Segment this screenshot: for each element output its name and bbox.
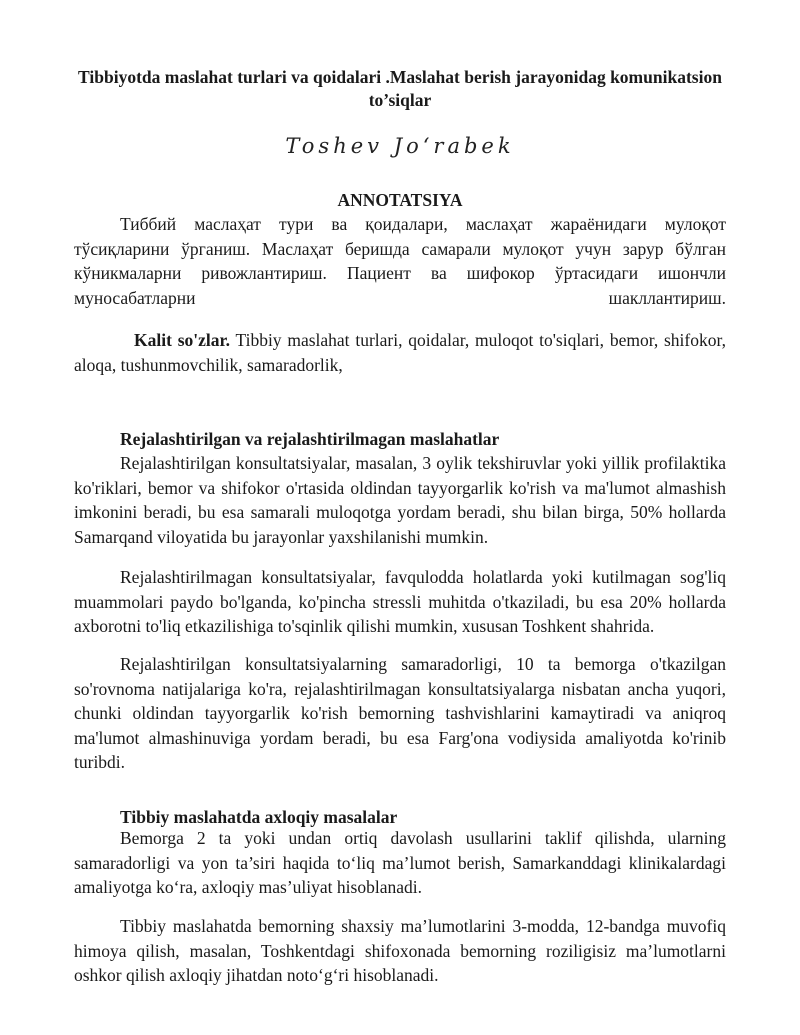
annotation-heading: ANNOTATSIYA [337, 190, 463, 210]
section-heading-planned: Rejalashtirilgan va rejalashtirilmagan maslahatlar [120, 429, 500, 449]
paragraph-planned-2: Rejalashtirilmagan konsultatsiyalar, favqulodda holatlarda yoki kutilmagan sog'liq muammolari paydo bo'lganda, ko'pincha stressli muhitda o'tkaziladi, bu esa 20% hollarda axborotni to'liq etkazilishiga to'sqinlik qilishi mumkin, xususan Toshkent shahrida. [74, 567, 726, 636]
author-name: Toshev Jo‘rabek [285, 134, 515, 158]
annotation-text: Тиббий маслаҳат тури ва қоидалари, маслаҳат жараёнидаги мулоқот тўсиқларини ўрганиш. Маслаҳат беришда самарали мулоқот учун зарур бўлган кўникмаларни ривожлантириш. Пациент ва шифокор ўртасидаги ишончли муносабатларни шакллантириш. [74, 214, 726, 308]
paragraph-ethics-2: Tibbiy maslahatda bemorning shaxsiy ma’lumotlarini 3-modda, 12-bandga muvofiq himoya qilish, masalan, Toshkentdagi shifoxonada bemorning roziligisiz ma’lumotlarni oshkor qilish axloqiy jihatdan noto‘g‘ri hisoblanadi. [74, 916, 726, 985]
keywords-label: Kalit so'zlar. [134, 330, 231, 350]
keywords-paragraph [74, 328, 726, 377]
paragraph-ethics-1: Bemorga 2 ta yoki undan ortiq davolash usullarini taklif qilishda, ularning samaradorligi va yon ta’siri haqida to‘liq ma’lumot berish, Samarkanddagi klinikalardagi amaliyotga ko‘ra, axloqiy mas’uliyat hisoblanadi. [74, 828, 726, 897]
paper-title: Tibbiyotda maslahat turlari va qoidalari .Maslahat berish jarayonidag komunikatsion to’siqlar [78, 67, 722, 110]
keywords-text: Tibbiy maslahat turlari, qoidalar, muloqot to'siqlari, bemor, shifokor, aloqa, tushunmovchilik, samaradorlik, [74, 330, 726, 375]
section-heading-ethics: Tibbiy maslahatda axloqiy masalalar [120, 807, 398, 827]
paragraph-planned-1: Rejalashtirilgan konsultatsiyalar, masalan, 3 oylik tekshiruvlar yoki yillik profilaktika ko'riklari, bemor va shifokor o'rtasida oldindan tayyorgarlik ko'rish va ma'lumot almashish imkonini beradi, bu esa samarali muloqotga yordam beradi, shu bilan birga, 50% hollarda Samarqand viloyatida bu jarayonlar yaxshilanishi mumkin. [74, 453, 726, 547]
paragraph-planned-3: Rejalashtirilgan konsultatsiyalarning samaradorligi, 10 ta bemorga o'tkazilgan so'rovnoma natijalariga ko'ra, rejalashtirilmagan konsultatsiyalarga nisbatan ancha yuqori, chunki oldindan tayyorgarlik ko'rish bemorning tashvishlarini kamaytiradi va aniqroq ma'lumot almashinuviga yordam beradi, bu esa Farg'ona vodiysida amaliyotda ko'rinib turibdi. [74, 654, 726, 772]
